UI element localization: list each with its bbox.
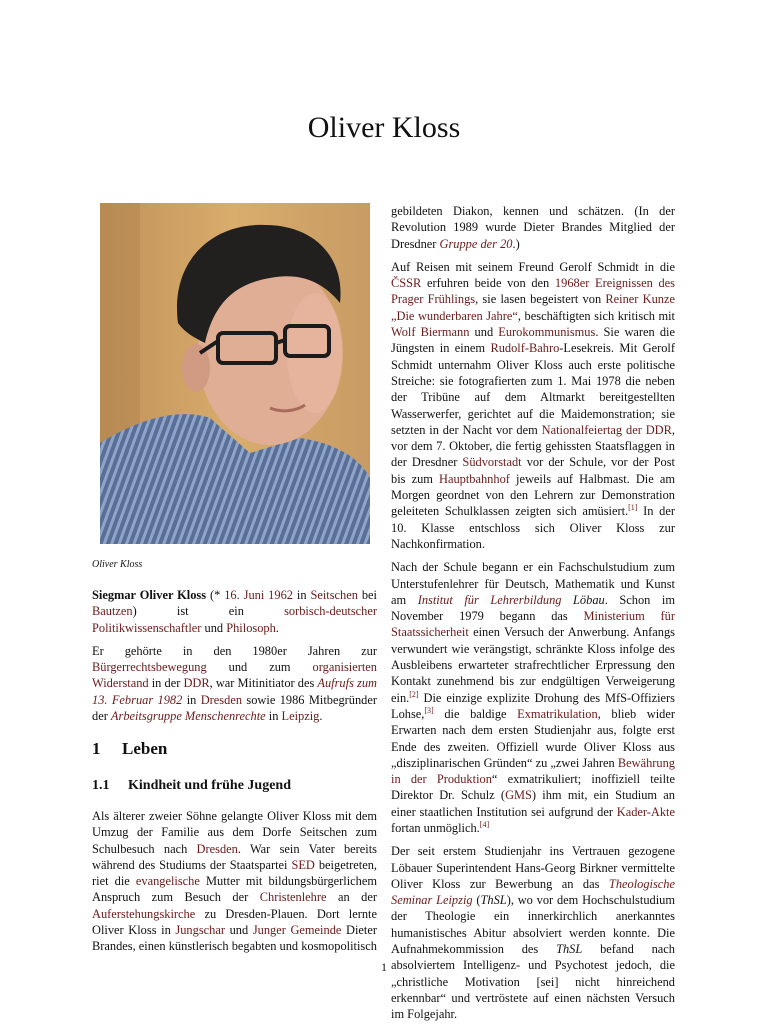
text: Theologische Seminar Leipzig xyxy=(391,876,675,908)
text: Institut für Lehrerbildung xyxy=(417,592,562,607)
text: gebildeten Diakon, kennen und schätzen. (In der Revolution 1989 wurde Dieter Brandes Mitglied der Dresdner xyxy=(391,204,675,251)
text: -Lesekreis. Mit Gerolf Schmidt unternahm Oliver Kloss auch erste politische Streiche: sie fotografierten zum 1. Mai 1978 die neben der Tribüne auf dem Altmarkt bereitgestellten Wasserwerfer, gerichtet auf die Maidemonstration; sie setzten in der Nacht vor dem xyxy=(391,341,675,437)
text: in der xyxy=(148,676,184,691)
link-junge-gemeinde[interactable]: Junger Gemeinde xyxy=(252,923,342,938)
link-profession[interactable]: sorbisch-deutscher Politikwissenschaftler xyxy=(92,604,377,635)
right-column xyxy=(391,203,675,1023)
link-buergerrechtsbewegung[interactable]: Bürgerrechtsbewegung xyxy=(92,660,207,675)
text: und zum xyxy=(206,660,313,675)
text: Mutter mit bildungsbürgerlichem Anspruch zum Besuch der xyxy=(92,874,378,905)
text: erfuhren beide von den xyxy=(421,276,555,291)
text: “ exmatrikuliert; inoffiziell teilte Direktor Dr. Schulz ( xyxy=(391,772,675,803)
text: . xyxy=(275,620,279,635)
subsection-heading-kindheit xyxy=(92,778,291,794)
text: Auf Reisen mit seinem Freund Gerolf Schmidt in die xyxy=(391,259,675,274)
text: Aufrufs zum 13. Februar 1982 xyxy=(92,676,377,707)
text: , vor dem 7. Oktober, die fertig gehissten Staatsflaggen in der Dresdner xyxy=(391,422,675,470)
portrait-image xyxy=(100,203,370,544)
link-institut-lehrerbildung[interactable] xyxy=(418,593,562,607)
text: Gruppe der 20 xyxy=(439,236,513,251)
text: Als älterer zweier Söhne gelangte Oliver Kloss mit dem Umzug der Familie aus dem Dorfe Seitschen zum Schulbesuch nach xyxy=(92,809,377,856)
text: In der 10. Klasse entschloss sich Oliver Kloss zur Nachkonfirmation. xyxy=(391,504,675,551)
subject-name: Siegmar Oliver Kloss xyxy=(92,588,207,602)
text: in xyxy=(265,709,282,724)
section-number: 1 xyxy=(92,739,101,758)
link-hauptbahnhof[interactable]: Hauptbahnhof xyxy=(439,471,510,486)
text: , sie lasen begeistert von xyxy=(475,292,606,307)
link-exmatrikulation[interactable]: Exmatrikulation xyxy=(517,706,598,721)
text: in xyxy=(182,692,201,707)
paragraph-r1 xyxy=(391,203,675,252)
text: und xyxy=(201,620,227,635)
text: Er gehörte in den 1980er Jahren zur xyxy=(92,643,377,658)
paragraph-3 xyxy=(92,808,377,955)
link-bautzen[interactable]: Bautzen xyxy=(92,604,133,619)
link-evangelische[interactable]: evangelische xyxy=(135,874,200,889)
link-eurokommunismus[interactable]: Eurokommunismus xyxy=(498,325,596,340)
paragraph-r4 xyxy=(391,843,675,1022)
link-dresden[interactable]: Dresden xyxy=(200,692,243,707)
text: und xyxy=(224,923,253,938)
text: fortan unmöglich. xyxy=(391,820,480,835)
text: und xyxy=(469,325,499,340)
paragraph-r3 xyxy=(391,559,675,836)
link-dresden-2[interactable]: Dresden xyxy=(196,841,238,856)
link-cssr[interactable]: ČSSR xyxy=(391,276,422,291)
text: an der xyxy=(326,890,377,905)
link-widerstand[interactable]: organisierten Widerstand xyxy=(92,660,377,691)
link-wolf-biermann[interactable]: Wolf Biermann xyxy=(391,325,470,340)
link-sed[interactable]: SED xyxy=(291,857,315,872)
link-suedvorstadt[interactable]: Südvorstadt xyxy=(462,455,522,470)
text: zu Dresden-Plauen. Dort lernte Oliver Kloss in xyxy=(92,906,377,938)
left-column-body xyxy=(92,808,377,955)
portrait-photo xyxy=(100,203,370,544)
link-prager-fruehling[interactable]: 1968er Ereignissen des Prager Frühlings xyxy=(391,276,675,307)
text: Dieter Brandes, einen künstlerisch begabten und kosmopolitisch xyxy=(92,923,377,954)
text: Nach der Schule begann er ein Fachschulstudium zum Unterstufenlehrer für Deutsch, Mathematik und Kunst am xyxy=(391,560,675,607)
link-arbeitsgruppe[interactable] xyxy=(111,709,266,723)
link-reiner-kunze[interactable]: Reiner Kunze xyxy=(605,292,675,307)
link-seitschen[interactable]: Seitschen xyxy=(310,588,358,602)
subsection-title: Kindheit und frühe Jugend xyxy=(128,778,291,793)
link-kader-akte[interactable]: Kader-Akte xyxy=(616,804,675,819)
left-column-intro xyxy=(92,587,377,724)
text: Löbau xyxy=(561,592,605,607)
reference-1[interactable]: [1] xyxy=(628,503,638,513)
text: sowie 1986 Mitbegründer der xyxy=(92,692,377,724)
text: ( xyxy=(472,893,481,908)
text: , beschäftigten sich kritisch mit xyxy=(517,308,675,323)
link-rudolf-bahro[interactable]: Rudolf-Bahro xyxy=(490,341,560,356)
text: , blieb wider Erwarten nach dem ersten Studienjahr aus, folgte erst Ende des zweiten. Offiziell wurde Oliver Kloss aus „disziplinarischen Gründen“ zu „zwei Jahren xyxy=(391,706,676,770)
text: Die einzige explizite Drohung des MfS-Offiziers Lohse, xyxy=(391,690,675,721)
link-birth-date[interactable]: 16. Juni 1962 xyxy=(224,588,293,602)
link-nationalfeiertag[interactable]: Nationalfeiertag der DDR xyxy=(541,422,672,437)
page-number: 1 xyxy=(381,960,387,974)
paragraph-2 xyxy=(92,643,377,724)
text: . Sie waren die Jüngsten in einem xyxy=(391,325,675,356)
reference-3[interactable]: [3] xyxy=(424,705,434,715)
text: jeweils auf Halbmast. Die am Morgen geordnet von den Lehrern zur Demonstration geleiteten Schulklassen zeigten sich amüsiert. xyxy=(391,471,675,519)
text: . xyxy=(319,709,323,724)
text: bei xyxy=(357,588,377,602)
text: einen Versuch der Anwerbung. Anfangs verwundert wie verängstigt, schränkte Kloss infolge des Ausbleibens erwarteter strafrechtlicher Erpressung den Kontakt zunehmend bis zur endgültigen Verweigerung ein. xyxy=(391,625,675,705)
text: befand nach absolviertem Intelligenz- und Psychotest jedoch, die „christliche Motivation [sei] nicht hinreichend erkennbar“ und vertröstete auf einen nächsten Versuch im Folgejahr. xyxy=(391,942,675,1022)
text: Arbeitsgruppe Menschenrechte xyxy=(110,709,266,724)
text: Der seit erstem Studienjahr ins Vertrauen gezogene Löbauer Superintendent Hans-Georg Birkner vermittelte Oliver Kloss zur Bewerbung an das xyxy=(391,844,675,891)
section-heading-leben xyxy=(92,739,167,759)
link-gms[interactable]: GMS xyxy=(505,788,532,803)
link-mfs[interactable]: Ministerium für Staatssicherheit xyxy=(391,609,675,640)
text: , war Mitinitiator des xyxy=(209,676,318,691)
text: vor der Schule, vor der Post bis zum xyxy=(391,455,675,486)
link-gruppe-der-20[interactable] xyxy=(440,237,513,251)
text: ) ihm mit, ein Studium an einer staatlichen Institution sei aufgrund der xyxy=(391,788,676,819)
subsection-number: 1.1 xyxy=(92,778,110,793)
link-wunderbare-jahre[interactable]: „Die wunderbaren Jahre“ xyxy=(391,308,518,323)
link-ddr[interactable]: DDR xyxy=(183,676,210,691)
link-leipzig[interactable]: Leipzig xyxy=(281,709,320,724)
reference-2[interactable]: [2] xyxy=(409,689,419,699)
link-christenlehre[interactable]: Christenlehre xyxy=(259,890,327,905)
text: die baldige xyxy=(433,706,518,721)
text: ThSL xyxy=(556,942,583,957)
section-title: Leben xyxy=(122,739,168,758)
link-philosoph[interactable]: Philosoph xyxy=(226,620,276,635)
text: ), wo vor dem Hochschulstudium der Theologie ein innerkirchlich anerkanntes humanistisches Abitur absolviert werden konnte. Die Aufnahmekommission des xyxy=(391,893,675,957)
text: .) xyxy=(512,236,520,251)
text: . War sein Vater bereits während des Studiums der Staatspartei xyxy=(92,841,377,872)
text: ThSL xyxy=(480,893,507,908)
intro-paragraph xyxy=(92,587,377,636)
text: ) ist ein xyxy=(132,604,285,619)
text: (* xyxy=(209,588,225,602)
text: in xyxy=(292,588,311,602)
photo-caption: Oliver Kloss xyxy=(92,559,143,570)
text: beigetreten, riet die xyxy=(92,857,377,889)
paragraph-r2 xyxy=(391,259,675,552)
reference-4[interactable]: [4] xyxy=(479,819,490,829)
text: . Schon im November 1979 begann das xyxy=(391,592,675,624)
link-jungschar[interactable]: Jungschar xyxy=(175,923,225,938)
link-auferstehungskirche[interactable]: Auferstehungskirche xyxy=(92,906,196,921)
link-bewaehrung[interactable]: Bewährung in der Produktion xyxy=(391,755,675,787)
page-title: Oliver Kloss xyxy=(307,111,461,144)
